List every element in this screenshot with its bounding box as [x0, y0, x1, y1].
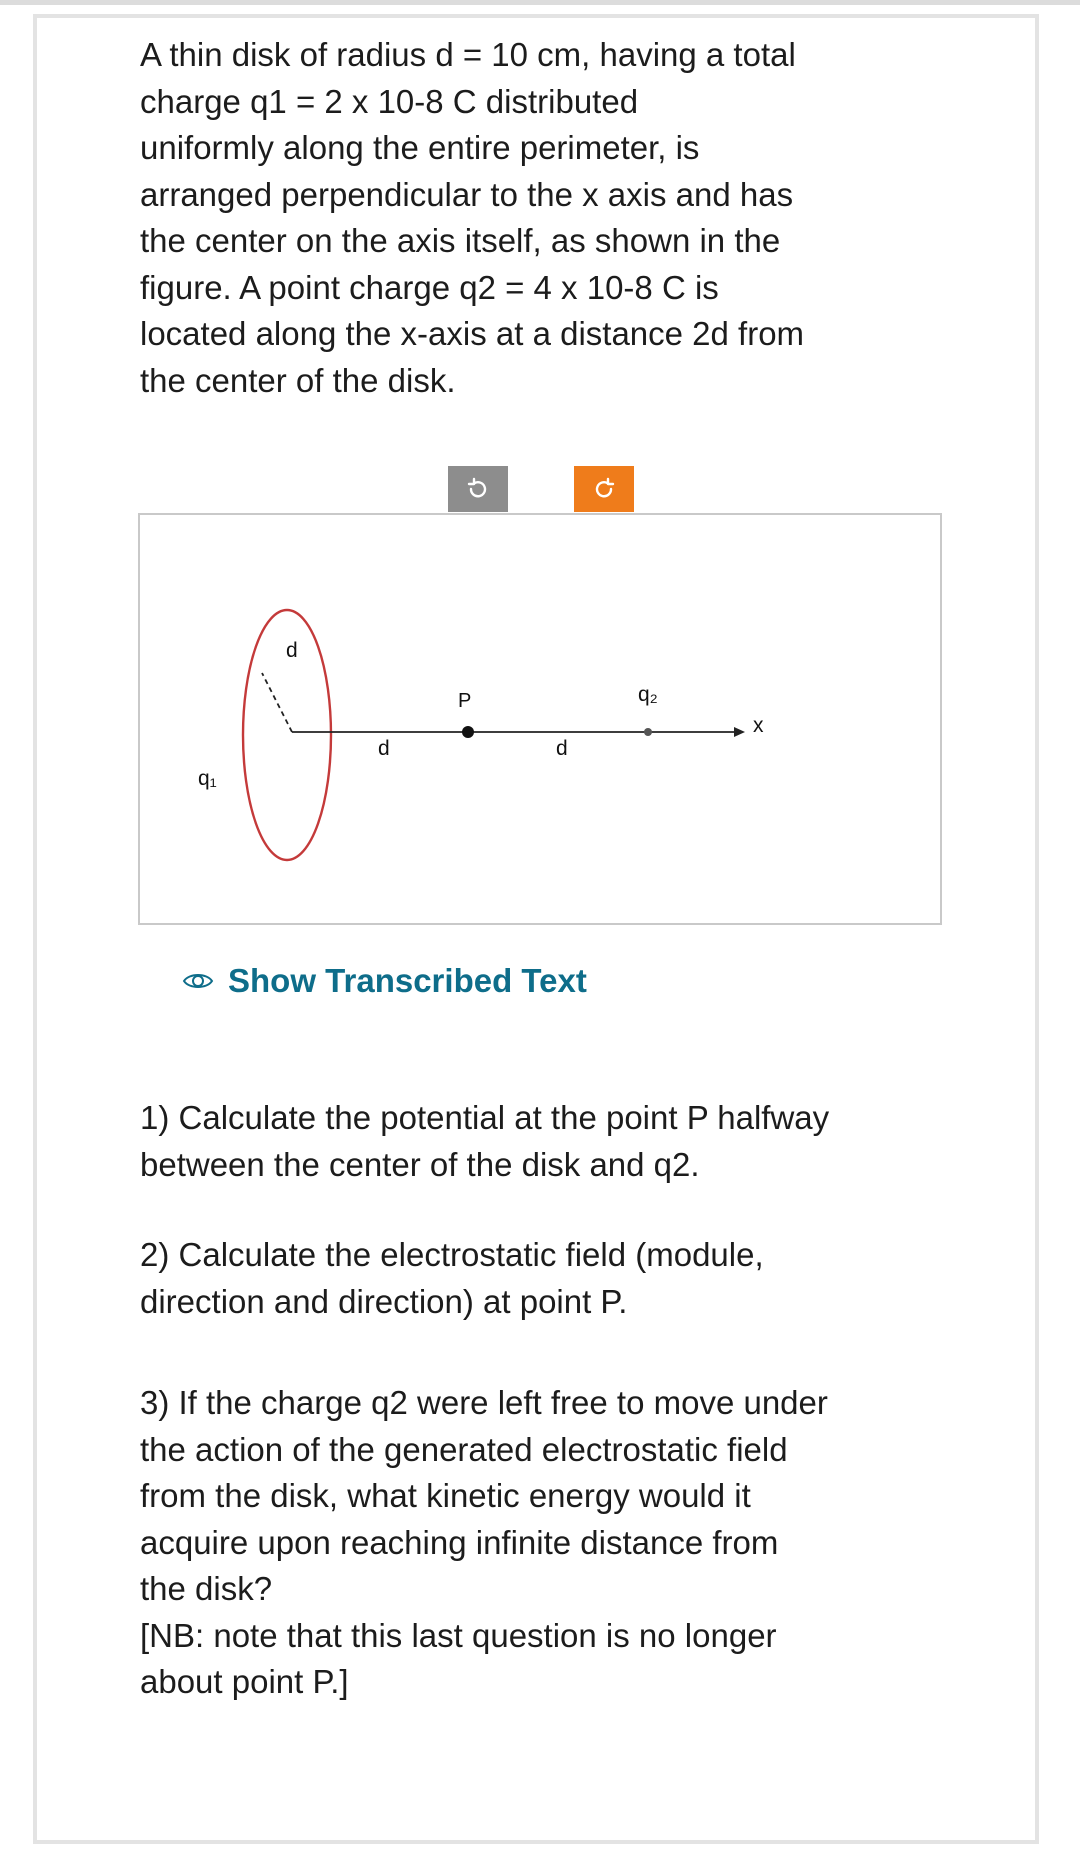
label-segment2-d: d — [556, 737, 568, 760]
question-1: 1) Calculate the potential at the point P halfway between the center of the disk and q2. — [140, 1099, 830, 1183]
label-segment1-d: d — [378, 737, 390, 760]
label-axis-x: x — [753, 714, 764, 737]
charge-q2-dot — [644, 728, 652, 736]
top-divider — [0, 0, 1080, 5]
label-point-p: P — [458, 690, 472, 712]
label-charge-q2: q₂ — [638, 683, 658, 706]
figure-frame — [138, 513, 942, 925]
x-axis-arrowhead — [734, 727, 745, 737]
rotate-right-button[interactable] — [574, 466, 634, 512]
label-charge-q1: q₁ — [198, 767, 217, 790]
problem-statement: A thin disk of radius d = 10 cm, having a total charge q1 = 2 x 10-8 C distributed uniformly along the entire perimeter, is arranged perpendicular to the x axis and has the center on the axis itself, as shown in the figure. A point charge q2 = 4 x 10-8 C is located along the x-axis at a distance 2d from the center of the disk. — [140, 36, 805, 399]
rotate-left-button[interactable] — [448, 466, 508, 512]
label-radius-d: d — [286, 639, 298, 662]
point-p-dot — [462, 726, 474, 738]
radius-line — [262, 673, 292, 732]
question-3: 3) If the charge q2 were left free to move under the action of the generated electrostatic field from the disk, what kinetic energy would it acquire upon reaching infinite distance from the disk? [NB: note that this last question is no longer about point P.] — [140, 1384, 828, 1700]
show-transcribed-text-button[interactable] — [182, 962, 587, 1000]
disk-diagram — [140, 515, 940, 923]
eye-icon — [182, 969, 214, 993]
question-2: 2) Calculate the electrostatic field (module, direction and direction) at point P. — [140, 1236, 764, 1320]
show-transcribed-text-label: Show Transcribed Text — [228, 962, 587, 999]
rotate-counterclockwise-icon — [465, 476, 491, 502]
rotate-clockwise-icon — [591, 476, 617, 502]
